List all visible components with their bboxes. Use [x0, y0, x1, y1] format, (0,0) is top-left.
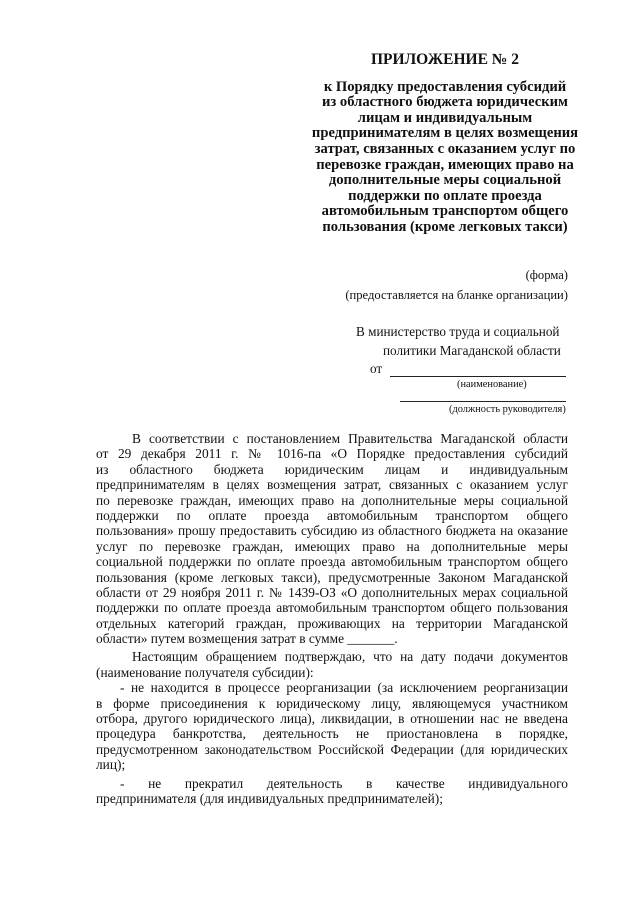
- position-caption: (должность руководителя): [449, 404, 566, 415]
- text-line: В соответствии с постановлением Правительства Магаданской области: [132, 431, 568, 446]
- text-line: пользования» прошу предоставить субсидию из областного бюджета на оказание: [96, 523, 568, 539]
- text-line: из областного бюджета юридическим лицам и индивидуальным: [96, 461, 568, 477]
- text-line: поддержки по оплате проезда автомобильным транспортом общего: [96, 507, 568, 523]
- text-line: социальной поддержки по оплате проезда автомобильным транспортом общего: [96, 554, 568, 570]
- text-line: по перевозке граждан, имеющих право на дополнительные меры социальной: [96, 492, 568, 508]
- appendix-line: предпринимателям в целях возмещения: [311, 125, 579, 142]
- text-line: предусмотренном законодательством Российской Федерации (для юридических: [96, 741, 568, 757]
- paragraph-reorganization: [96, 680, 568, 772]
- recipient-line-1: В министерство труда и социальной: [356, 324, 560, 339]
- text-line: в форме присоединения к юридическому лицу, являющемуся участником: [96, 695, 568, 711]
- appendix-header: [280, 52, 610, 236]
- appendix-line: автомобильным транспортом общего: [321, 203, 569, 220]
- appendix-subtitle: [280, 80, 610, 236]
- appendix-line: перевозке граждан, имеющих право на: [316, 156, 574, 173]
- form-label: (форма): [525, 268, 568, 282]
- text-line: пользования (кроме легковых такси), предусмотренные Законом Магаданской: [96, 569, 568, 585]
- appendix-line: поддержки по оплате проезда: [348, 187, 542, 204]
- paragraph-confirmation: [96, 649, 568, 680]
- applicant-name-field[interactable]: [390, 376, 566, 377]
- request-body: [96, 431, 568, 806]
- text-line: области от 29 ноября 2011 г. № 1439-ОЗ «О дополнительных мерах социальной: [96, 584, 568, 600]
- text-line: (наименование получателя субсидии):: [96, 664, 314, 680]
- text-line: области» путем возмещения затрат в сумме _______.: [96, 631, 398, 647]
- text-line: услуг по перевозке граждан, имеющих право на дополнительные меры: [96, 538, 568, 554]
- form-blank-note: (предоставляется на бланке организации): [345, 288, 568, 302]
- recipient-line-2: политики Магаданской области: [383, 343, 561, 358]
- text-line: предпринимателя (для индивидуальных предпринимателей);: [96, 790, 443, 806]
- text-line: - не находится в процессе реорганизации (за исключением реорганизации: [120, 680, 568, 696]
- appendix-line: лицам и индивидуальным: [357, 109, 533, 126]
- text-line: отдельных категорий граждан, проживающих на территории Магаданской: [96, 615, 568, 631]
- text-line: предпринимателям в целях возмещения затрат, связанных с оказанием услуг: [96, 477, 568, 493]
- text-line: от 29 декабря 2011 г. № 1016-па «О Порядке предоставления субсидий: [96, 446, 568, 462]
- appendix-line: пользования (кроме легковых такси): [322, 218, 568, 235]
- appendix-title: ПРИЛОЖЕНИЕ № 2: [371, 51, 519, 68]
- from-label: от: [370, 361, 383, 376]
- text-line: лиц);: [96, 757, 126, 773]
- text-line: - не прекратил деятельность в качестве индивидуального: [120, 775, 568, 791]
- text-line: поддержки по оплате проезда автомобильным транспортом общего пользования: [96, 600, 568, 616]
- name-caption: (наименование): [457, 379, 527, 390]
- appendix-line: дополнительные меры социальной: [328, 172, 562, 189]
- text-line: Настоящим обращением подтверждаю, что на дату подачи документов: [132, 649, 568, 665]
- text-line: процедура банкротства, деятельность не приостановлена в порядке,: [96, 726, 568, 742]
- appendix-line: к Порядку предоставления субсидий: [323, 78, 567, 95]
- paragraph-entrepreneur: [96, 776, 568, 807]
- position-field[interactable]: [400, 401, 566, 402]
- appendix-line: затрат, связанных с оказанием услуг по: [314, 140, 576, 157]
- paragraph-request: [96, 431, 568, 646]
- appendix-line: из областного бюджета юридическим: [322, 94, 568, 111]
- text-line: отбора, другого юридического лица), ликвидации, в отношении нас не введена: [96, 711, 568, 727]
